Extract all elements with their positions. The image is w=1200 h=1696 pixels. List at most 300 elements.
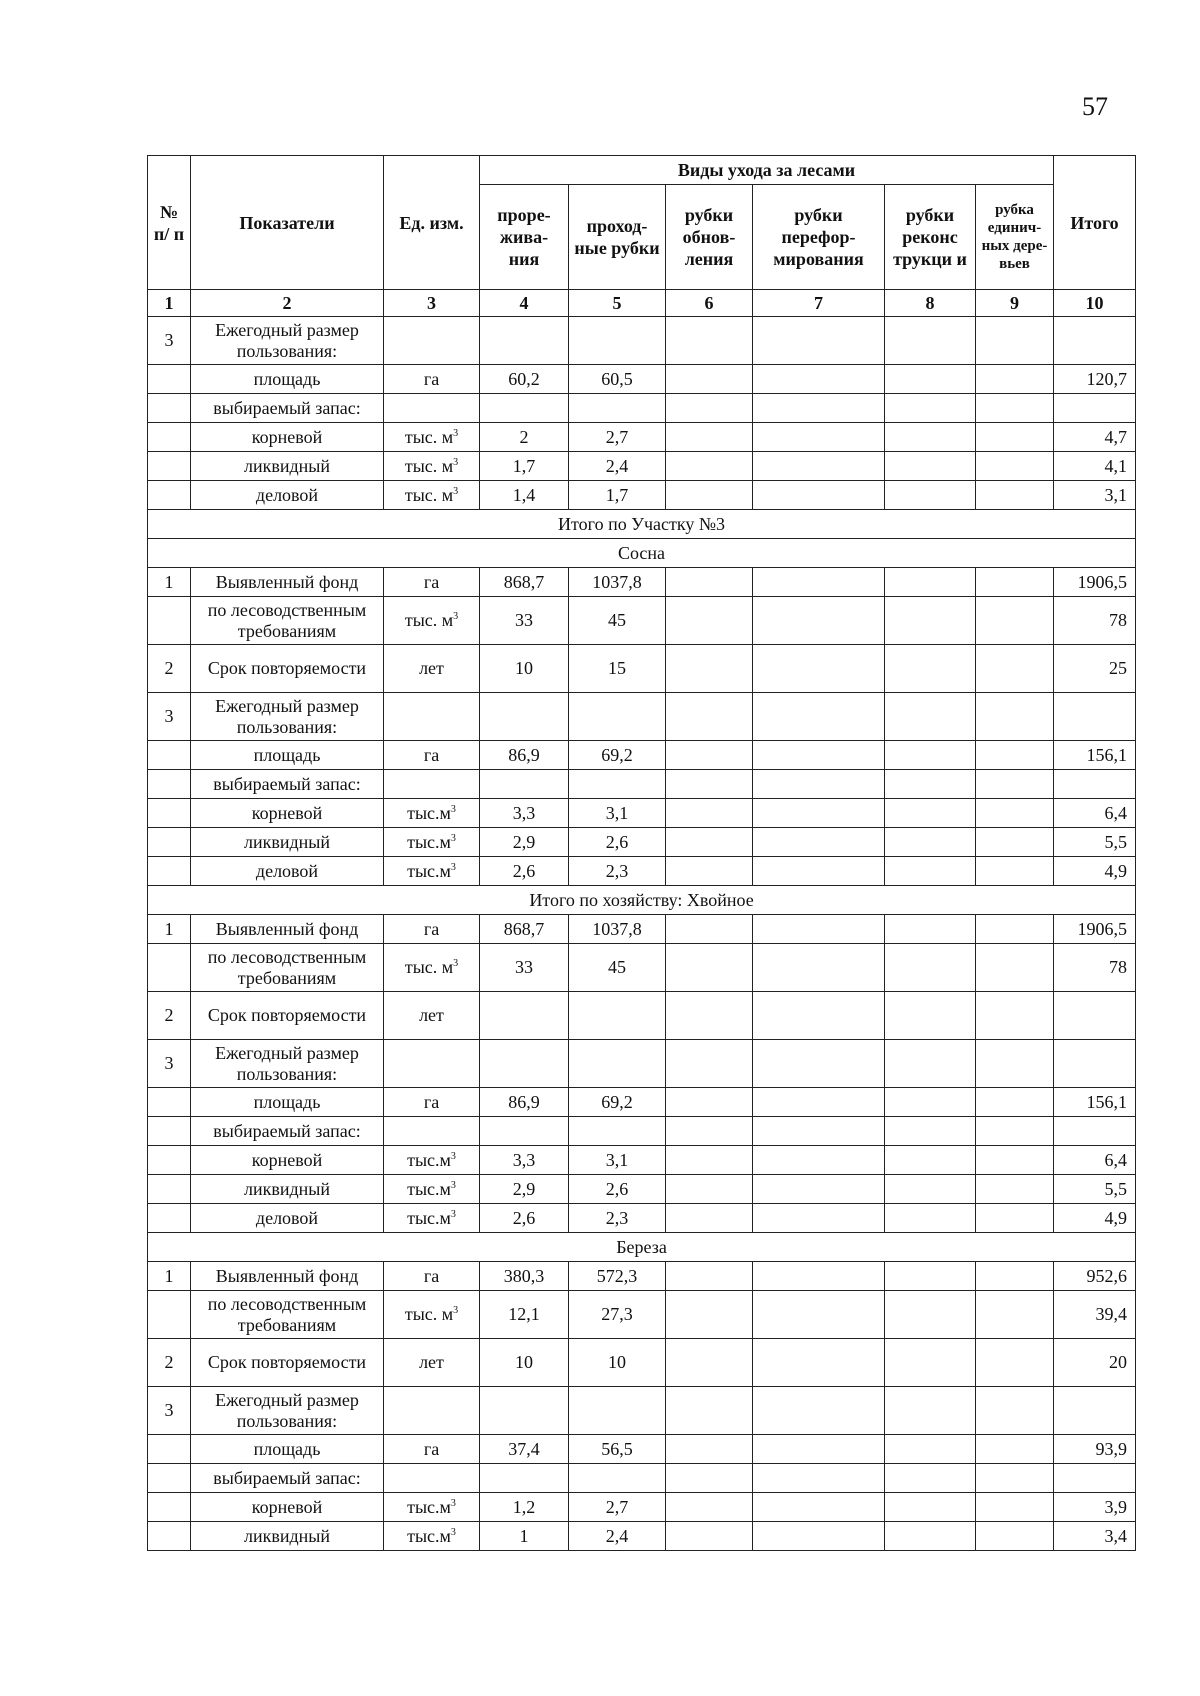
passage-value: 2,3 — [569, 857, 666, 886]
single-trees-value — [976, 799, 1054, 828]
header-num: 10 — [1054, 290, 1136, 317]
header-num: 2 — [191, 290, 384, 317]
row-number: 1 — [148, 1262, 191, 1291]
forest-care-table — [147, 155, 1136, 1551]
single-trees-value — [976, 317, 1054, 365]
thinning-value: 33 — [480, 944, 569, 992]
renewal-value — [666, 481, 753, 510]
total-value: 3,9 — [1054, 1493, 1136, 1522]
unit-text: тыс.м — [407, 860, 451, 881]
reform-value — [753, 915, 885, 944]
reform-value — [753, 1262, 885, 1291]
passage-value: 2,6 — [569, 1175, 666, 1204]
table-row — [148, 799, 1136, 828]
row-number — [148, 394, 191, 423]
thinning-value: 2 — [480, 423, 569, 452]
total-value — [1054, 693, 1136, 741]
reform-value — [753, 481, 885, 510]
reform-value — [753, 741, 885, 770]
table-row — [148, 597, 1136, 645]
unit — [384, 770, 480, 799]
reconstruction-value — [885, 597, 976, 645]
reconstruction-value — [885, 645, 976, 693]
renewal-value — [666, 394, 753, 423]
indicator-label: Срок повторяемости — [191, 992, 384, 1040]
indicator-label: Ежегодный размер пользования: — [191, 1387, 384, 1435]
single-trees-value — [976, 597, 1054, 645]
reconstruction-value — [885, 1493, 976, 1522]
header-indicators: Показатели — [191, 156, 384, 290]
unit — [384, 645, 480, 693]
passage-value: 45 — [569, 944, 666, 992]
reconstruction-value — [885, 1088, 976, 1117]
table-row — [148, 857, 1136, 886]
reconstruction-value — [885, 857, 976, 886]
single-trees-value — [976, 915, 1054, 944]
passage-value: 69,2 — [569, 741, 666, 770]
thinning-value — [480, 992, 569, 1040]
section-title: Итого по хозяйству: Хвойное — [148, 886, 1136, 915]
unit-text: лет — [419, 1005, 444, 1025]
passage-value: 2,7 — [569, 423, 666, 452]
reconstruction-value — [885, 568, 976, 597]
total-value: 156,1 — [1054, 1088, 1136, 1117]
unit — [384, 915, 480, 944]
table-row — [148, 1204, 1136, 1233]
thinning-value: 12,1 — [480, 1291, 569, 1339]
single-trees-value — [976, 992, 1054, 1040]
indicator-label: Выявленный фонд — [191, 1262, 384, 1291]
unit-text: тыс.м — [407, 1178, 451, 1199]
indicator-label: деловой — [191, 857, 384, 886]
renewal-value — [666, 1339, 753, 1387]
reform-value — [753, 1040, 885, 1088]
single-trees-value — [976, 365, 1054, 394]
thinning-value — [480, 1117, 569, 1146]
row-number: 3 — [148, 317, 191, 365]
row-number: 3 — [148, 1387, 191, 1435]
reconstruction-value — [885, 992, 976, 1040]
row-number — [148, 770, 191, 799]
indicator-label: Срок повторяемости — [191, 1339, 384, 1387]
row-number — [148, 481, 191, 510]
renewal-value — [666, 828, 753, 857]
passage-value — [569, 317, 666, 365]
indicator-label: по лесоводственным требованиям — [191, 597, 384, 645]
unit — [384, 741, 480, 770]
unit-text: га — [423, 744, 440, 765]
indicator-label: Ежегодный размер пользования: — [191, 317, 384, 365]
renewal-value — [666, 317, 753, 365]
indicator-label: ликвидный — [191, 452, 384, 481]
total-value: 39,4 — [1054, 1291, 1136, 1339]
passage-value — [569, 1387, 666, 1435]
renewal-value — [666, 1117, 753, 1146]
renewal-value — [666, 857, 753, 886]
renewal-value — [666, 1175, 753, 1204]
unit-text: тыс.м — [407, 831, 451, 852]
thinning-value: 37,4 — [480, 1435, 569, 1464]
row-number: 1 — [148, 915, 191, 944]
row-number — [148, 423, 191, 452]
table-row — [148, 1387, 1136, 1435]
table-body — [148, 317, 1136, 1551]
reform-value — [753, 1464, 885, 1493]
table-row — [148, 1339, 1136, 1387]
single-trees-value — [976, 568, 1054, 597]
thinning-value — [480, 1040, 569, 1088]
passage-value: 1037,8 — [569, 915, 666, 944]
reform-value — [753, 1435, 885, 1464]
renewal-value — [666, 1040, 753, 1088]
passage-value: 56,5 — [569, 1435, 666, 1464]
reform-value — [753, 423, 885, 452]
thinning-value: 3,3 — [480, 799, 569, 828]
row-number — [148, 1088, 191, 1117]
unit — [384, 799, 480, 828]
thinning-value: 1,2 — [480, 1493, 569, 1522]
renewal-value — [666, 1435, 753, 1464]
unit — [384, 1262, 480, 1291]
table-row — [148, 770, 1136, 799]
indicator-label: Выявленный фонд — [191, 915, 384, 944]
header-reform: рубки перефор- мирования — [753, 185, 885, 290]
table-row — [148, 828, 1136, 857]
header-num: 8 — [885, 290, 976, 317]
unit — [384, 857, 480, 886]
reconstruction-value — [885, 1262, 976, 1291]
indicator-label: выбираемый запас: — [191, 1117, 384, 1146]
unit-superscript: 3 — [450, 832, 456, 844]
indicator-label: Срок повторяемости — [191, 645, 384, 693]
passage-value: 15 — [569, 645, 666, 693]
reconstruction-value — [885, 317, 976, 365]
row-number — [148, 365, 191, 394]
reform-value — [753, 1493, 885, 1522]
renewal-value — [666, 1262, 753, 1291]
unit-text: га — [423, 918, 440, 939]
total-value: 3,1 — [1054, 481, 1136, 510]
unit-text: тыс. м — [404, 484, 454, 505]
unit — [384, 394, 480, 423]
total-value: 120,7 — [1054, 365, 1136, 394]
header-num: 7 — [753, 290, 885, 317]
header-passage: проход- ные рубки — [569, 185, 666, 290]
indicator-label: выбираемый запас: — [191, 394, 384, 423]
passage-value — [569, 1040, 666, 1088]
unit — [384, 597, 480, 645]
table-row — [148, 944, 1136, 992]
unit — [384, 317, 480, 365]
header-unit: Ед. изм. — [384, 156, 480, 290]
page-number: 57 — [1082, 92, 1108, 121]
thinning-value: 2,9 — [480, 828, 569, 857]
reform-value — [753, 992, 885, 1040]
indicator-label: деловой — [191, 481, 384, 510]
reconstruction-value — [885, 693, 976, 741]
indicator-label: площадь — [191, 365, 384, 394]
unit — [384, 1435, 480, 1464]
header-number-row — [148, 290, 1136, 317]
passage-value: 2,4 — [569, 452, 666, 481]
total-value: 952,6 — [1054, 1262, 1136, 1291]
renewal-value — [666, 693, 753, 741]
section-title: Итого по Участку №3 — [148, 510, 1136, 539]
single-trees-value — [976, 693, 1054, 741]
table-row — [148, 452, 1136, 481]
row-number — [148, 1522, 191, 1551]
indicator-label: площадь — [191, 1088, 384, 1117]
reconstruction-value — [885, 799, 976, 828]
thinning-value — [480, 693, 569, 741]
indicator-label: ликвидный — [191, 828, 384, 857]
table-row — [148, 394, 1136, 423]
table-row — [148, 317, 1136, 365]
header-num: 6 — [666, 290, 753, 317]
single-trees-value — [976, 1493, 1054, 1522]
single-trees-value — [976, 741, 1054, 770]
total-value — [1054, 1040, 1136, 1088]
unit — [384, 828, 480, 857]
reform-value — [753, 944, 885, 992]
indicator-label: Ежегодный размер пользования: — [191, 693, 384, 741]
unit-text: тыс.м — [407, 802, 451, 823]
header-num: 9 — [976, 290, 1054, 317]
total-value: 78 — [1054, 597, 1136, 645]
row-number — [148, 1204, 191, 1233]
thinning-value: 2,6 — [480, 857, 569, 886]
unit-superscript: 3 — [453, 456, 459, 468]
reconstruction-value — [885, 1522, 976, 1551]
reform-value — [753, 452, 885, 481]
unit-superscript: 3 — [453, 1305, 459, 1316]
thinning-value — [480, 1387, 569, 1435]
table-row — [148, 365, 1136, 394]
total-value: 4,9 — [1054, 857, 1136, 886]
header-num: 1 — [148, 290, 191, 317]
row-number — [148, 452, 191, 481]
thinning-value: 868,7 — [480, 568, 569, 597]
single-trees-value — [976, 944, 1054, 992]
row-number — [148, 1117, 191, 1146]
renewal-value — [666, 1464, 753, 1493]
unit — [384, 481, 480, 510]
table-row — [148, 741, 1136, 770]
indicator-label: по лесоводственным требованиям — [191, 944, 384, 992]
total-value — [1054, 1464, 1136, 1493]
header-num: 5 — [569, 290, 666, 317]
reform-value — [753, 568, 885, 597]
unit — [384, 365, 480, 394]
renewal-value — [666, 645, 753, 693]
reconstruction-value — [885, 1117, 976, 1146]
table-row — [148, 1088, 1136, 1117]
reconstruction-value — [885, 423, 976, 452]
table-row — [148, 915, 1136, 944]
reform-value — [753, 365, 885, 394]
reconstruction-value — [885, 741, 976, 770]
single-trees-value — [976, 1262, 1054, 1291]
reform-value — [753, 693, 885, 741]
single-trees-value — [976, 1435, 1054, 1464]
unit-superscript: 3 — [450, 861, 456, 873]
indicator-label: площадь — [191, 1435, 384, 1464]
row-number — [148, 944, 191, 992]
single-trees-value — [976, 394, 1054, 423]
section-row — [148, 1233, 1136, 1262]
thinning-value: 1,4 — [480, 481, 569, 510]
reconstruction-value — [885, 944, 976, 992]
reconstruction-value — [885, 1387, 976, 1435]
single-trees-value — [976, 1522, 1054, 1551]
reconstruction-value — [885, 1204, 976, 1233]
row-number: 3 — [148, 693, 191, 741]
indicator-label: выбираемый запас: — [191, 1464, 384, 1493]
row-number — [148, 1493, 191, 1522]
passage-value — [569, 1464, 666, 1493]
renewal-value — [666, 1291, 753, 1339]
header-renewal: рубки обнов- ления — [666, 185, 753, 290]
indicator-label: Выявленный фонд — [191, 568, 384, 597]
renewal-value — [666, 568, 753, 597]
row-number — [148, 741, 191, 770]
section-row — [148, 539, 1136, 568]
reconstruction-value — [885, 1040, 976, 1088]
row-number — [148, 1435, 191, 1464]
table-row — [148, 1291, 1136, 1339]
reform-value — [753, 597, 885, 645]
unit — [384, 693, 480, 741]
single-trees-value — [976, 1464, 1054, 1493]
total-value: 78 — [1054, 944, 1136, 992]
single-trees-value — [976, 1339, 1054, 1387]
passage-value: 27,3 — [569, 1291, 666, 1339]
unit-text: га — [423, 368, 440, 389]
section-row — [148, 886, 1136, 915]
single-trees-value — [976, 770, 1054, 799]
unit-text: тыс.м — [407, 1149, 451, 1170]
single-trees-value — [976, 828, 1054, 857]
thinning-value — [480, 770, 569, 799]
unit-text: тыс. м — [404, 957, 454, 977]
unit-text: тыс. м — [404, 610, 454, 630]
table-row — [148, 481, 1136, 510]
passage-value: 2,3 — [569, 1204, 666, 1233]
unit-superscript: 3 — [450, 1526, 456, 1538]
unit — [384, 1088, 480, 1117]
total-value — [1054, 1117, 1136, 1146]
unit — [384, 1291, 480, 1339]
single-trees-value — [976, 1175, 1054, 1204]
unit — [384, 1040, 480, 1088]
total-value — [1054, 992, 1136, 1040]
reconstruction-value — [885, 770, 976, 799]
total-value: 6,4 — [1054, 1146, 1136, 1175]
row-number — [148, 799, 191, 828]
single-trees-value — [976, 1088, 1054, 1117]
reconstruction-value — [885, 1339, 976, 1387]
total-value — [1054, 394, 1136, 423]
thinning-value: 868,7 — [480, 915, 569, 944]
single-trees-value — [976, 1204, 1054, 1233]
unit-superscript: 3 — [450, 803, 456, 815]
total-value: 4,9 — [1054, 1204, 1136, 1233]
unit — [384, 1204, 480, 1233]
single-trees-value — [976, 423, 1054, 452]
unit-superscript: 3 — [453, 611, 459, 622]
indicator-label: корневой — [191, 799, 384, 828]
passage-value: 3,1 — [569, 799, 666, 828]
renewal-value — [666, 799, 753, 828]
unit-text: тыс. м — [404, 1304, 454, 1324]
header-no: № п/ п — [148, 156, 191, 290]
single-trees-value — [976, 1117, 1054, 1146]
table-row — [148, 1493, 1136, 1522]
table-row — [148, 1175, 1136, 1204]
renewal-value — [666, 1146, 753, 1175]
reconstruction-value — [885, 828, 976, 857]
unit — [384, 1117, 480, 1146]
unit-text: лет — [419, 658, 444, 678]
row-number — [148, 597, 191, 645]
section-row — [148, 510, 1136, 539]
header-thinning: прорe- жива- ния — [480, 185, 569, 290]
reform-value — [753, 1522, 885, 1551]
reform-value — [753, 828, 885, 857]
indicator-label: корневой — [191, 423, 384, 452]
unit-text: га — [423, 1438, 440, 1459]
indicator-label: Ежегодный размер пользования: — [191, 1040, 384, 1088]
reform-value — [753, 1387, 885, 1435]
thinning-value — [480, 394, 569, 423]
unit-text: тыс.м — [407, 1207, 451, 1228]
row-number: 2 — [148, 1339, 191, 1387]
unit-text: тыс.м — [407, 1525, 451, 1546]
reform-value — [753, 1339, 885, 1387]
thinning-value: 2,6 — [480, 1204, 569, 1233]
total-value: 93,9 — [1054, 1435, 1136, 1464]
header-total: Итого — [1054, 156, 1136, 290]
table-row — [148, 1435, 1136, 1464]
total-value: 25 — [1054, 645, 1136, 693]
thinning-value — [480, 317, 569, 365]
table-row — [148, 423, 1136, 452]
table-row — [148, 568, 1136, 597]
row-number — [148, 1464, 191, 1493]
unit — [384, 423, 480, 452]
reform-value — [753, 1117, 885, 1146]
unit-text: тыс. м — [404, 426, 454, 447]
reform-value — [753, 857, 885, 886]
unit — [384, 568, 480, 597]
passage-value: 10 — [569, 1339, 666, 1387]
renewal-value — [666, 1088, 753, 1117]
unit — [384, 944, 480, 992]
total-value — [1054, 1387, 1136, 1435]
section-title: Береза — [148, 1233, 1136, 1262]
row-number: 3 — [148, 1040, 191, 1088]
unit-superscript: 3 — [453, 485, 459, 497]
unit-text: га — [423, 571, 440, 592]
thinning-value: 10 — [480, 645, 569, 693]
reform-value — [753, 799, 885, 828]
table-row — [148, 1262, 1136, 1291]
total-value: 1906,5 — [1054, 915, 1136, 944]
row-number — [148, 828, 191, 857]
passage-value — [569, 1117, 666, 1146]
unit — [384, 1522, 480, 1551]
passage-value: 1,7 — [569, 481, 666, 510]
